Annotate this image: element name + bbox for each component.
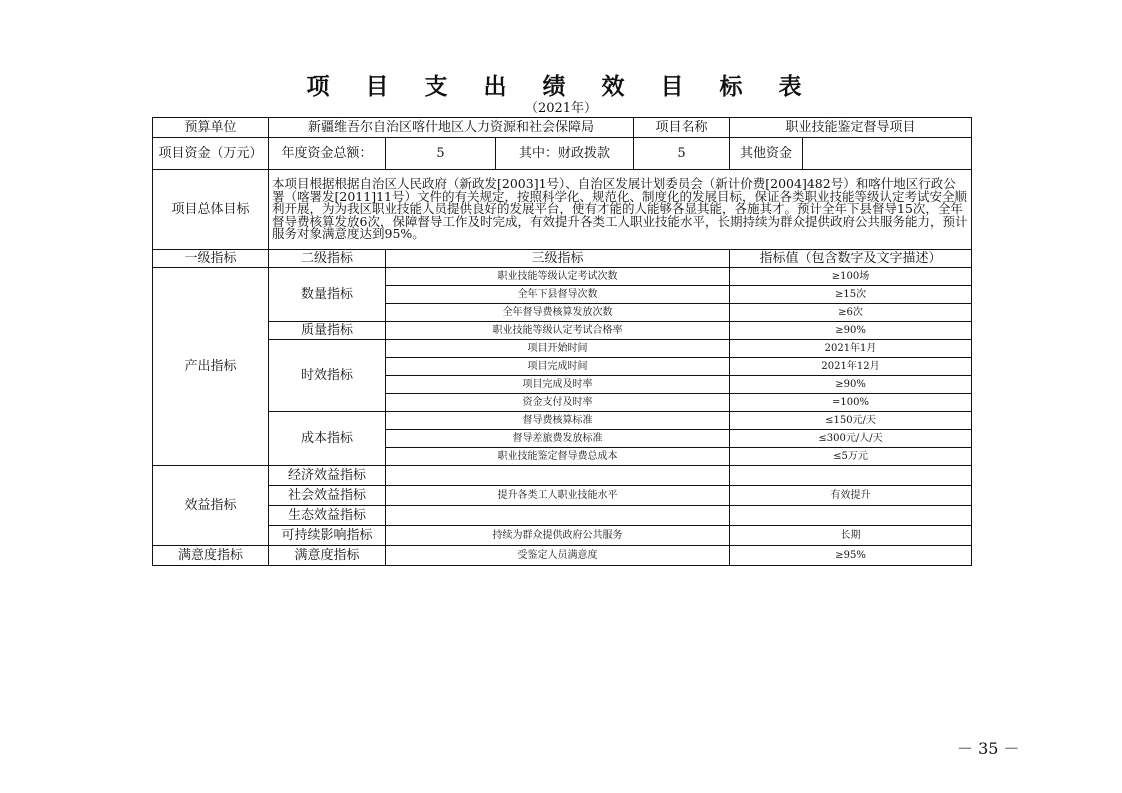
table-title: 项 目 支 出 绩 效 目 标 表 <box>306 74 816 100</box>
overall-goal-row <box>153 170 972 250</box>
budget-unit-label: 预算单位 <box>153 118 269 138</box>
indicator-value: =100% <box>730 394 972 412</box>
table-row <box>153 322 972 340</box>
page-number: － 35 － <box>957 739 1020 758</box>
indicator-value: ≥95% <box>730 546 972 566</box>
indicator-value: 2021年12月 <box>730 358 972 376</box>
project-name-value: 职业技能鉴定督导项目 <box>730 118 972 138</box>
budget-unit-value: 新疆维吾尔自治区喀什地区人力资源和社会保障局 <box>269 118 634 138</box>
indicator-value: 2021年1月 <box>730 340 972 358</box>
ecological-benefit-label: 生态效益指标 <box>269 506 386 526</box>
table-row <box>153 506 972 526</box>
indicator-name: 全年督导费核算发放次数 <box>386 304 730 322</box>
funds-label: 项目资金（万元） <box>153 138 269 170</box>
indicator-value: ≤5万元 <box>730 448 972 466</box>
table-row <box>153 486 972 506</box>
benefit-indicator-label: 效益指标 <box>153 466 269 546</box>
col-value: 指标值（包含数字及文字描述） <box>730 250 972 268</box>
indicator-value: ≥90% <box>730 376 972 394</box>
indicator-value: ≤300元/人/天 <box>730 430 972 448</box>
indicator-name <box>386 466 730 486</box>
indicator-value: ≥15次 <box>730 286 972 304</box>
quality-indicator-label: 质量指标 <box>269 322 386 340</box>
indicator-name: 项目完成时间 <box>386 358 730 376</box>
indicator-value: ≥100场 <box>730 268 972 286</box>
table-row <box>153 340 972 358</box>
indicator-name <box>386 506 730 526</box>
indicator-name: 全年下县督导次数 <box>386 286 730 304</box>
performance-target-table <box>152 117 972 566</box>
fiscal-label: 其中：财政拨款 <box>496 138 634 170</box>
indicator-value: 长期 <box>730 526 972 546</box>
indicator-value <box>730 466 972 486</box>
indicator-name: 职业技能鉴定督导费总成本 <box>386 448 730 466</box>
indicator-value <box>730 506 972 526</box>
indicator-name: 提升各类工人职业技能水平 <box>386 486 730 506</box>
other-funds-label: 其他资金 <box>730 138 803 170</box>
indicator-name: 持续为群众提供政府公共服务 <box>386 526 730 546</box>
table-row <box>153 526 972 546</box>
table-row <box>153 466 972 486</box>
budget-unit-row <box>153 118 972 138</box>
indicator-name: 受鉴定人员满意度 <box>386 546 730 566</box>
indicator-name: 职业技能等级认定考试次数 <box>386 268 730 286</box>
indicator-name: 职业技能等级认定考试合格率 <box>386 322 730 340</box>
table-row <box>153 268 972 286</box>
satisfaction-indicator-label: 满意度指标 <box>153 546 269 566</box>
col-level2: 二级指标 <box>269 250 386 268</box>
indicator-value: ≤150元/天 <box>730 412 972 430</box>
column-header-row <box>153 250 972 268</box>
indicator-value: 有效提升 <box>730 486 972 506</box>
col-level1: 一级指标 <box>153 250 269 268</box>
social-benefit-label: 社会效益指标 <box>269 486 386 506</box>
satisfaction-sub-label: 满意度指标 <box>269 546 386 566</box>
indicator-name: 项目完成及时率 <box>386 376 730 394</box>
table-row <box>153 412 972 430</box>
indicator-name: 督导费核算标准 <box>386 412 730 430</box>
fiscal-value: 5 <box>634 138 730 170</box>
table-row <box>153 546 972 566</box>
cost-indicator-label: 成本指标 <box>269 412 386 466</box>
sustainable-impact-label: 可持续影响指标 <box>269 526 386 546</box>
economic-benefit-label: 经济效益指标 <box>269 466 386 486</box>
quantity-indicator-label: 数量指标 <box>269 268 386 322</box>
indicator-name: 资金支付及时率 <box>386 394 730 412</box>
project-name-label: 项目名称 <box>634 118 730 138</box>
indicator-value: ≥6次 <box>730 304 972 322</box>
other-funds-value <box>803 138 972 170</box>
output-indicator-label: 产出指标 <box>153 268 269 466</box>
table-year: （2021年） <box>524 101 598 116</box>
overall-goal-text: 本项目根据根据自治区人民政府（新政发[2003]1号）、自治区发展计划委员会（新计价费[2004]482号）和喀什地区行政公署（喀署发[2011]11号）文件的有关规定，按照科学化、规范化、制度化的发展目标，保证各类职业技能等级认定考试安全顺利开展，为为我区职业技能人员提供良好的发展平台，使有才能的人能够各显其能，各施其才。预计全年下县督导15次，全年督导费核算发放6次，保障督导工作及时完成，有效提升各类工人职业技能水平，长期持续为群众提供政府公共服务能力，预计服务对象满意度达到95%。 <box>269 170 972 250</box>
overall-goal-label: 项目总体目标 <box>153 170 269 250</box>
funds-row <box>153 138 972 170</box>
indicator-value: ≥90% <box>730 322 972 340</box>
timeliness-indicator-label: 时效指标 <box>269 340 386 412</box>
indicator-name: 督导差旅费发放标准 <box>386 430 730 448</box>
indicator-name: 项目开始时间 <box>386 340 730 358</box>
annual-total-label: 年度资金总额： <box>269 138 386 170</box>
annual-total-value: 5 <box>386 138 496 170</box>
col-level3: 三级指标 <box>386 250 730 268</box>
